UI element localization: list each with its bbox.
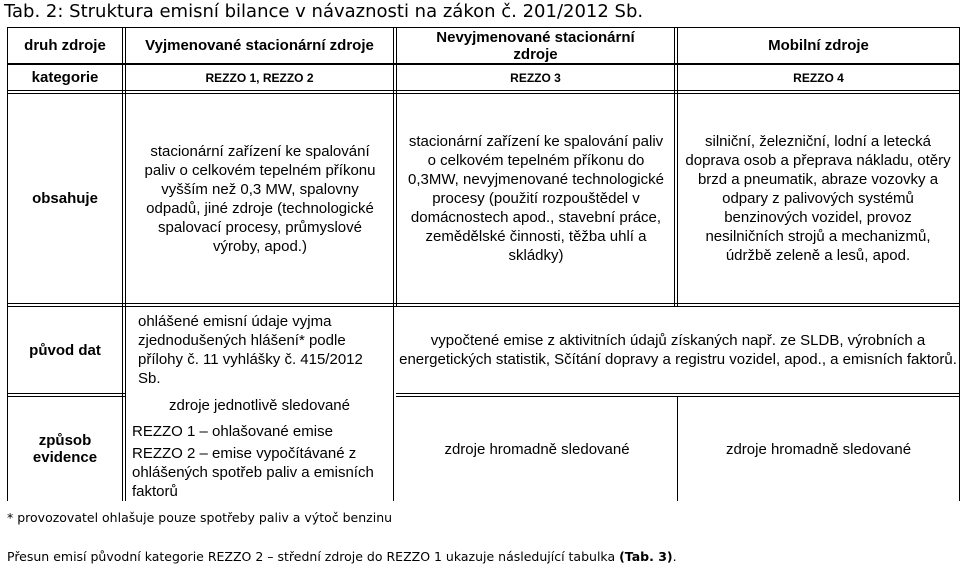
content-mobile: silniční, železniční, lodní a letecká doprava osob a přeprava nákladu, otěry brzd a pneumatik, abraze vozovky a odpary z palivových systémů benzinových vozidel, provoz nesilničních strojů a mechanizmů, údržbě zeleně a lesů, apod. [685, 133, 951, 264]
col-divider [125, 27, 126, 501]
category-rezzo3: REZZO 3 [510, 70, 561, 85]
row-divider [7, 90, 960, 91]
category-rezzo12: REZZO 1, REZZO 2 [205, 70, 314, 85]
origin-listed-stationary: ohlášené emisní údaje vyjma zjednodušených hlášení* podle přílohy č. 11 vyhlášky č. 415/2012 Sb. [138, 313, 363, 387]
row-divider [396, 393, 960, 394]
records-individual-title: zdroje jednotlivě sledované [169, 396, 350, 414]
content-listed-stationary: stacionární zařízení ke spalování paliv o celkovém tepelném příkonu vyšším než 0,3 MW, spalovny odpadů, jiné zdroje (technologické spalovací procesy, průmyslové výroby, apod.) [144, 142, 376, 255]
row-divider [7, 303, 960, 304]
header-source-type: druh zdroje [24, 37, 106, 54]
header-mobile: Mobilní zdroje [768, 37, 869, 54]
records-label: způsob evidence [32, 432, 98, 466]
col-divider [674, 27, 675, 306]
bottom-note [7, 549, 677, 565]
origin-calculated: vypočtené emise z aktivitních údajů získaných např. ze SLDB, výrobních a energetických statistik, Sčítání dopravy a registru vozidel, apod., a emisních faktorů. [399, 332, 957, 368]
table-reference: (Tab. 3) [619, 549, 673, 564]
bottom-note-text: Přesun emisí původní kategorie REZZO 2 – střední zdroje do REZZO 1 ukazuje následující tabulka [7, 549, 620, 564]
records-rezzo1: REZZO 1 – ohlašované emise [132, 422, 333, 440]
row-divider [7, 393, 125, 394]
content-label: obsahuje [32, 190, 98, 207]
footnote: * provozovatel ohlašuje pouze spotřeby paliv a výtoč benzinu [7, 510, 393, 525]
records-rezzo4: zdroje hromadně sledované [725, 440, 912, 458]
records-rezzo3: zdroje hromadně sledované [444, 440, 630, 458]
header-unlisted-stationary: Nevyjmenované stacionární zdroje [436, 29, 635, 63]
col-divider [393, 27, 394, 501]
col-divider [122, 27, 123, 501]
table-caption: Tab. 2: Struktura emisní bilance v návaznosti na zákon č. 201/2012 Sb. [4, 1, 644, 22]
bottom-note-end: . [672, 549, 677, 564]
content-unlisted-stationary: stacionární zařízení ke spalování paliv o celkovém tepelném příkonu do 0,3MW, nevyjmenované technologické procesy (použití rozpouštědel v domácnostech apod., stavební práce, zemědělské činnosti, těžba uhlí a skládky) [408, 133, 664, 264]
header-listed-stationary: Vyjmenované stacionární zdroje [145, 37, 374, 54]
category-rezzo4: REZZO 4 [793, 70, 844, 85]
category-label: kategorie [31, 69, 99, 86]
emission-balance-table [7, 27, 960, 501]
records-rezzo2: REZZO 2 – emise vypočítávané z ohlášených spotřeb paliv a emisních faktorů [132, 445, 374, 500]
origin-label: původ dat [29, 341, 101, 359]
